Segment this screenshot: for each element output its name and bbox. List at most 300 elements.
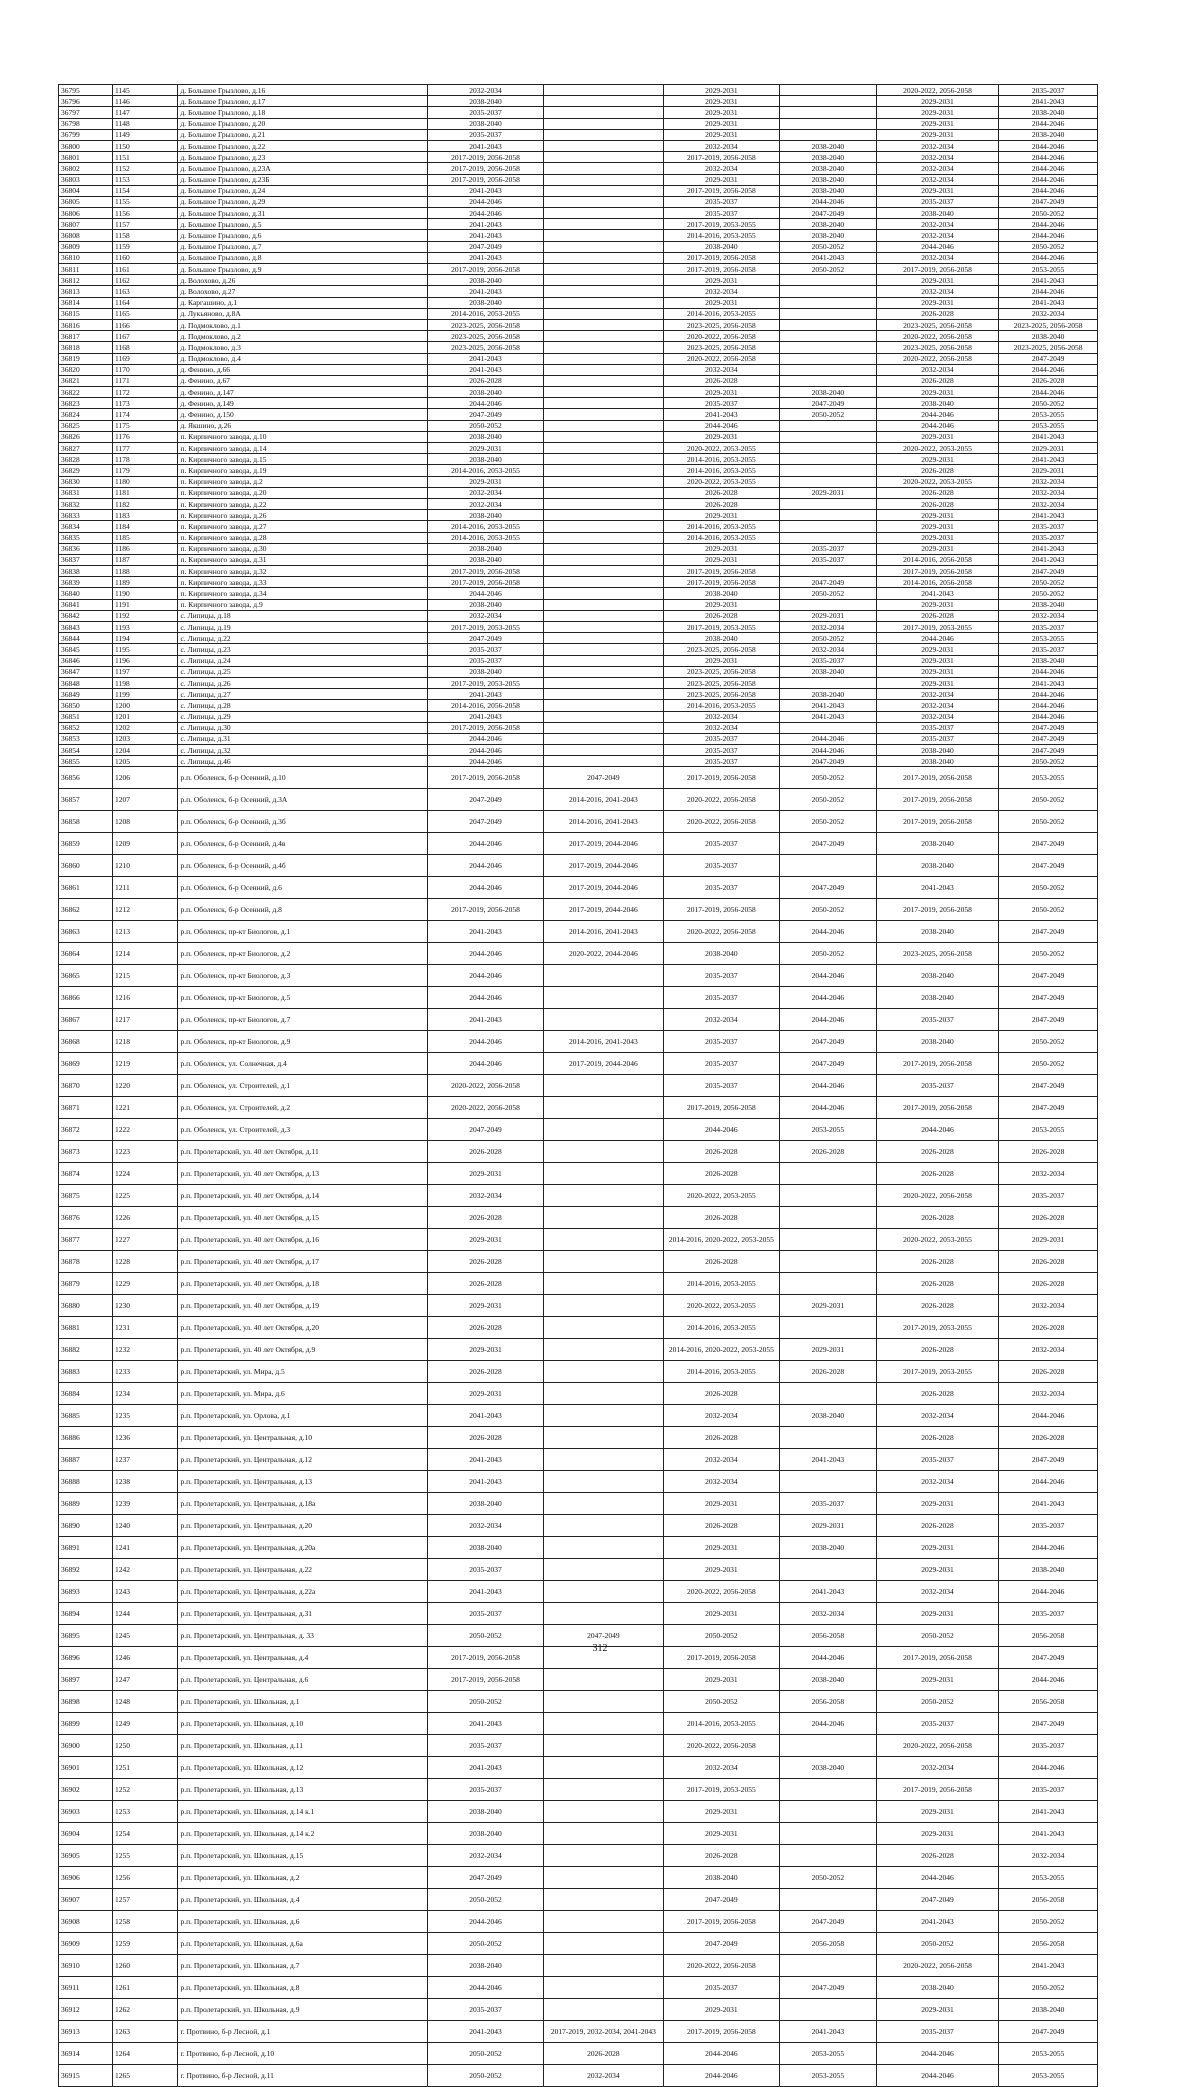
row-id-cell: 36796 [59,96,113,107]
date-col-6-cell: 2050-2052 [999,877,1098,899]
address-cell: р.п. Пролетарский, ул. Центральная, д.18а [178,1493,427,1515]
row-id-cell: 36802 [59,163,113,174]
date-col-4-cell [780,599,877,610]
date-col-2-cell: 2032-2034 [544,2065,663,2087]
table-row [59,877,1098,899]
address-cell: п. Кирпичного завода, д.31 [178,554,427,565]
date-col-2-cell [544,1251,663,1273]
date-col-6-cell: 2041-2043 [999,1801,1098,1823]
date-col-6-cell: 2044-2046 [999,1581,1098,1603]
address-cell: д. Фенино, д.66 [178,364,427,375]
date-col-2-cell [544,1449,663,1471]
address-cell: р.п. Оболенск, пр-кт Биологов, д.9 [178,1031,427,1053]
row-id-cell: 36803 [59,174,113,185]
date-col-4-cell: 2053-2055 [780,2043,877,2065]
date-col-3-cell: 2026-2028 [663,375,779,386]
address-cell: п. Кирпичного завода, д.10 [178,431,427,442]
address-cell: р.п. Пролетарский, ул. Школьная, д.13 [178,1779,427,1801]
date-col-1-cell: 2044-2046 [427,398,543,409]
row-id-cell: 36806 [59,208,113,219]
date-col-4-cell: 2038-2040 [780,230,877,241]
date-col-2-cell [544,521,663,532]
date-col-2-cell [544,633,663,644]
date-col-6-cell: 2029-2031 [999,465,1098,476]
row-id-cell: 36815 [59,308,113,319]
date-col-1-cell: 2017-2019, 2053-2055 [427,677,543,688]
date-col-4-cell: 2050-2052 [780,633,877,644]
date-col-2-cell [544,319,663,330]
address-cell: д. Большое Грызлово, д.20 [178,118,427,129]
date-col-5-cell: 2035-2037 [876,733,999,744]
date-col-2-cell [544,532,663,543]
address-cell: с. Липицы, д.22 [178,633,427,644]
row-id-cell: 36867 [59,1009,113,1031]
date-col-5-cell: 2020-2022, 2053-2055 [876,1229,999,1251]
table-row [59,96,1098,107]
date-col-3-cell: 2014-2016, 2053-2055 [663,230,779,241]
date-col-3-cell: 2044-2046 [663,420,779,431]
item-number-cell: 1209 [113,833,178,855]
table-row [59,722,1098,733]
date-col-4-cell [780,1889,877,1911]
date-col-3-cell: 2038-2040 [663,241,779,252]
date-col-5-cell: 2032-2034 [876,1757,999,1779]
table-row [59,409,1098,420]
date-col-1-cell: 2026-2028 [427,1251,543,1273]
date-col-6-cell: 2047-2049 [999,722,1098,733]
date-col-5-cell: 2029-2031 [876,1559,999,1581]
date-col-6-cell: 2041-2043 [999,554,1098,565]
date-col-6-cell: 2050-2052 [999,756,1098,767]
row-id-cell: 36869 [59,1053,113,1075]
address-cell: д. Волохово, д.26 [178,275,427,286]
date-col-2-cell [544,987,663,1009]
date-col-4-cell: 2050-2052 [780,241,877,252]
row-id-cell: 36801 [59,152,113,163]
date-col-3-cell: 2014-2016, 2053-2055 [663,1317,779,1339]
address-cell: с. Липицы, д.46 [178,756,427,767]
date-col-1-cell: 2041-2043 [427,711,543,722]
date-col-4-cell: 2041-2043 [780,1449,877,1471]
item-number-cell: 1183 [113,510,178,521]
date-col-3-cell: 2017-2019, 2053-2055 [663,622,779,633]
row-id-cell: 36843 [59,622,113,633]
date-col-5-cell: 2029-2031 [876,644,999,655]
table-row [59,1889,1098,1911]
date-col-4-cell: 2029-2031 [780,610,877,621]
date-col-2-cell [544,241,663,252]
date-col-2-cell [544,1361,663,1383]
date-col-6-cell: 2050-2052 [999,577,1098,588]
row-id-cell: 36885 [59,1405,113,1427]
row-id-cell: 36827 [59,443,113,454]
date-col-6-cell: 2053-2055 [999,264,1098,275]
date-col-1-cell: 2044-2046 [427,1977,543,1999]
date-col-2-cell [544,443,663,454]
date-col-3-cell: 2014-2016, 2053-2055 [663,454,779,465]
row-id-cell: 36808 [59,230,113,241]
date-col-2-cell [544,1119,663,1141]
date-col-2-cell: 2047-2049 [544,1625,663,1647]
address-cell: д. Большое Грызлово, д.8 [178,252,427,263]
address-cell: д. Большое Грызлово, д.21 [178,129,427,140]
table-row [59,965,1098,987]
date-col-2-cell [544,297,663,308]
date-col-3-cell: 2023-2025, 2056-2058 [663,644,779,655]
date-col-6-cell: 2026-2028 [999,1273,1098,1295]
address-cell: р.п. Оболенск, пр-кт Биологов, д.3 [178,965,427,987]
date-col-6-cell: 2044-2046 [999,1471,1098,1493]
date-col-1-cell: 2029-2031 [427,443,543,454]
date-col-6-cell: 2047-2049 [999,353,1098,364]
date-col-5-cell: 2029-2031 [876,677,999,688]
date-col-4-cell: 2032-2034 [780,1603,877,1625]
date-col-6-cell: 2053-2055 [999,2065,1098,2087]
date-col-3-cell: 2035-2037 [663,833,779,855]
row-id-cell: 36854 [59,745,113,756]
date-col-2-cell: 2017-2019, 2044-2046 [544,833,663,855]
date-col-6-cell: 2050-2052 [999,208,1098,219]
date-col-3-cell: 2032-2034 [663,1405,779,1427]
table-row [59,644,1098,655]
address-cell: р.п. Оболенск, б-р Осенний, д.4б [178,855,427,877]
date-col-2-cell [544,118,663,129]
date-col-4-cell: 2056-2058 [780,1933,877,1955]
table-row [59,431,1098,442]
date-col-5-cell: 2032-2034 [876,163,999,174]
date-col-6-cell: 2032-2034 [999,1295,1098,1317]
date-col-3-cell: 2017-2019, 2056-2058 [663,899,779,921]
date-col-1-cell: 2017-2019, 2056-2058 [427,163,543,174]
date-col-4-cell: 2026-2028 [780,1141,877,1163]
date-col-4-cell [780,443,877,454]
date-col-2-cell [544,1823,663,1845]
date-col-3-cell: 2047-2049 [663,1889,779,1911]
table-row [59,196,1098,207]
date-col-3-cell: 2023-2025, 2056-2058 [663,342,779,353]
date-col-4-cell [780,319,877,330]
item-number-cell: 1190 [113,588,178,599]
date-col-6-cell: 2038-2040 [999,129,1098,140]
date-col-4-cell: 2044-2046 [780,987,877,1009]
date-col-3-cell: 2038-2040 [663,588,779,599]
item-number-cell: 1233 [113,1361,178,1383]
address-cell: р.п. Оболенск, ул. Строителей, д.1 [178,1075,427,1097]
date-col-4-cell: 2056-2058 [780,1691,877,1713]
date-col-2-cell [544,543,663,554]
date-col-5-cell: 2029-2031 [876,666,999,677]
date-col-3-cell: 2026-2028 [663,1845,779,1867]
date-col-6-cell: 2041-2043 [999,297,1098,308]
date-col-2-cell [544,1977,663,1999]
row-id-cell: 36857 [59,789,113,811]
date-col-6-cell: 2053-2055 [999,2043,1098,2065]
date-col-2-cell [544,353,663,364]
item-number-cell: 1153 [113,174,178,185]
row-id-cell: 36844 [59,633,113,644]
date-col-5-cell: 2032-2034 [876,700,999,711]
date-col-3-cell: 2035-2037 [663,733,779,744]
table-row [59,498,1098,509]
table-row [59,588,1098,599]
row-id-cell: 36795 [59,85,113,96]
item-number-cell: 1216 [113,987,178,1009]
date-col-4-cell: 2041-2043 [780,252,877,263]
date-col-5-cell: 2041-2043 [876,588,999,599]
row-id-cell: 36840 [59,588,113,599]
table-row [59,1603,1098,1625]
date-col-3-cell: 2035-2037 [663,877,779,899]
date-col-4-cell [780,722,877,733]
date-col-6-cell: 2035-2037 [999,1779,1098,1801]
date-col-2-cell [544,465,663,476]
address-cell: с. Липицы, д.24 [178,655,427,666]
date-col-4-cell [780,342,877,353]
row-id-cell: 36894 [59,1603,113,1625]
table-row [59,510,1098,521]
row-id-cell: 36819 [59,353,113,364]
date-col-1-cell: 2017-2019, 2056-2058 [427,152,543,163]
date-col-1-cell: 2041-2043 [427,364,543,375]
date-col-4-cell: 2041-2043 [780,2021,877,2043]
row-id-cell: 36811 [59,264,113,275]
item-number-cell: 1196 [113,655,178,666]
date-col-1-cell: 2029-2031 [427,1163,543,1185]
row-id-cell: 36886 [59,1427,113,1449]
date-col-5-cell: 2038-2040 [876,1031,999,1053]
date-col-4-cell [780,1163,877,1185]
row-id-cell: 36851 [59,711,113,722]
table-row [59,264,1098,275]
date-col-4-cell [780,476,877,487]
row-id-cell: 36809 [59,241,113,252]
date-col-1-cell: 2035-2037 [427,1559,543,1581]
address-cell: р.п. Пролетарский, ул. 40 лет Октября, д.9 [178,1339,427,1361]
date-col-4-cell: 2038-2040 [780,152,877,163]
row-id-cell: 36870 [59,1075,113,1097]
date-col-6-cell: 2053-2055 [999,767,1098,789]
table-row [59,622,1098,633]
item-number-cell: 1207 [113,789,178,811]
date-col-1-cell: 2026-2028 [427,1361,543,1383]
item-number-cell: 1213 [113,921,178,943]
date-col-2-cell [544,230,663,241]
date-col-4-cell [780,375,877,386]
date-col-6-cell: 2044-2046 [999,118,1098,129]
date-col-1-cell: 2014-2016, 2053-2055 [427,308,543,319]
table-row [59,1669,1098,1691]
date-col-6-cell: 2047-2049 [999,855,1098,877]
address-cell: р.п. Пролетарский, ул. Школьная, д.11 [178,1735,427,1757]
date-col-6-cell: 2035-2037 [999,521,1098,532]
table-row [59,1471,1098,1493]
row-id-cell: 36899 [59,1713,113,1735]
date-col-1-cell: 2050-2052 [427,1889,543,1911]
item-number-cell: 1174 [113,409,178,420]
date-col-5-cell: 2029-2031 [876,1603,999,1625]
date-col-2-cell [544,364,663,375]
date-col-1-cell: 2044-2046 [427,745,543,756]
date-col-3-cell: 2029-2031 [663,431,779,442]
date-col-1-cell: 2044-2046 [427,756,543,767]
date-col-6-cell: 2047-2049 [999,921,1098,943]
date-col-1-cell: 2017-2019, 2056-2058 [427,722,543,733]
address-cell: г. Протвино, б-р Лесной, д.1 [178,2021,427,2043]
date-col-6-cell: 2032-2034 [999,1163,1098,1185]
row-id-cell: 36830 [59,476,113,487]
date-col-5-cell: 2029-2031 [876,1537,999,1559]
page-number: 312 [592,1643,608,1654]
item-number-cell: 1161 [113,264,178,275]
row-id-cell: 36800 [59,140,113,151]
date-col-2-cell [544,1713,663,1735]
row-id-cell: 36842 [59,610,113,621]
date-col-5-cell: 2029-2031 [876,431,999,442]
row-id-cell: 36848 [59,677,113,688]
date-col-2-cell [544,1889,663,1911]
item-number-cell: 1202 [113,722,178,733]
address-cell: р.п. Оболенск, пр-кт Биологов, д.1 [178,921,427,943]
date-col-3-cell: 2026-2028 [663,610,779,621]
date-col-6-cell: 2050-2052 [999,943,1098,965]
row-id-cell: 36879 [59,1273,113,1295]
table-row [59,1581,1098,1603]
address-cell: р.п. Пролетарский, ул. 40 лет Октября, д.18 [178,1273,427,1295]
item-number-cell: 1203 [113,733,178,744]
date-col-5-cell: 2017-2019, 2056-2058 [876,811,999,833]
date-col-6-cell: 2026-2028 [999,1141,1098,1163]
date-col-6-cell: 2038-2040 [999,107,1098,118]
table-row [59,666,1098,677]
date-col-2-cell [544,476,663,487]
table-row [59,532,1098,543]
date-col-6-cell: 2026-2028 [999,1361,1098,1383]
date-col-1-cell: 2041-2043 [427,1009,543,1031]
date-col-4-cell [780,1383,877,1405]
date-col-2-cell [544,1207,663,1229]
date-col-1-cell: 2035-2037 [427,1779,543,1801]
table-row [59,1955,1098,1977]
date-col-2-cell [544,566,663,577]
date-col-5-cell: 2038-2040 [876,208,999,219]
table-row [59,711,1098,722]
date-col-1-cell: 2038-2040 [427,387,543,398]
date-col-1-cell: 2038-2040 [427,1955,543,1977]
date-col-3-cell: 2035-2037 [663,1031,779,1053]
address-cell: п. Кирпичного завода, д.22 [178,498,427,509]
address-cell: д. Фенино, д.67 [178,375,427,386]
address-cell: с. Липицы, д.28 [178,700,427,711]
date-col-6-cell: 2035-2037 [999,85,1098,96]
row-id-cell: 36882 [59,1339,113,1361]
item-number-cell: 1195 [113,644,178,655]
item-number-cell: 1219 [113,1053,178,1075]
address-cell: р.п. Оболенск, ул. Строителей, д.2 [178,1097,427,1119]
date-col-5-cell: 2029-2031 [876,655,999,666]
date-col-6-cell: 2050-2052 [999,588,1098,599]
date-col-5-cell: 2029-2031 [876,1493,999,1515]
date-col-1-cell: 2038-2040 [427,599,543,610]
item-number-cell: 1152 [113,163,178,174]
date-col-3-cell: 2038-2040 [663,633,779,644]
address-cell: д. Подмоклово, д.4 [178,353,427,364]
table-row [59,1251,1098,1273]
date-col-6-cell: 2047-2049 [999,745,1098,756]
date-col-6-cell: 2026-2028 [999,1207,1098,1229]
item-number-cell: 1182 [113,498,178,509]
table-row [59,1339,1098,1361]
item-number-cell: 1154 [113,185,178,196]
date-col-1-cell: 2029-2031 [427,1295,543,1317]
date-col-2-cell [544,1757,663,1779]
item-number-cell: 1238 [113,1471,178,1493]
date-col-6-cell: 2047-2049 [999,1097,1098,1119]
row-id-cell: 36821 [59,375,113,386]
row-id-cell: 36868 [59,1031,113,1053]
date-col-6-cell: 2047-2049 [999,987,1098,1009]
table-row [59,1493,1098,1515]
item-number-cell: 1197 [113,666,178,677]
date-col-6-cell: 2035-2037 [999,532,1098,543]
date-col-4-cell: 2044-2046 [780,1097,877,1119]
item-number-cell: 1184 [113,521,178,532]
date-col-5-cell: 2017-2019, 2053-2055 [876,1317,999,1339]
date-col-4-cell [780,1185,877,1207]
date-col-4-cell: 2029-2031 [780,1295,877,1317]
row-id-cell: 36890 [59,1515,113,1537]
address-cell: п. Кирпичного завода, д.34 [178,588,427,599]
date-col-2-cell [544,554,663,565]
date-col-6-cell: 2038-2040 [999,331,1098,342]
date-col-3-cell: 2029-2031 [663,599,779,610]
date-col-4-cell: 2044-2046 [780,733,877,744]
item-number-cell: 1188 [113,566,178,577]
date-col-6-cell: 2038-2040 [999,599,1098,610]
date-col-4-cell: 2038-2040 [780,666,877,677]
item-number-cell: 1240 [113,1515,178,1537]
date-col-5-cell: 2029-2031 [876,118,999,129]
table-row [59,1009,1098,1031]
row-id-cell: 36914 [59,2043,113,2065]
date-col-6-cell: 2044-2046 [999,163,1098,174]
row-id-cell: 36822 [59,387,113,398]
address-cell: р.п. Пролетарский, ул. Центральная, д.12 [178,1449,427,1471]
date-col-5-cell: 2044-2046 [876,241,999,252]
date-col-3-cell: 2026-2028 [663,1383,779,1405]
row-id-cell: 36814 [59,297,113,308]
date-col-2-cell [544,1339,663,1361]
table-row [59,319,1098,330]
date-col-6-cell: 2047-2049 [999,1647,1098,1669]
date-col-4-cell: 2035-2037 [780,543,877,554]
date-col-6-cell: 2044-2046 [999,387,1098,398]
address-cell: с. Липицы, д.18 [178,610,427,621]
date-col-3-cell: 2035-2037 [663,1977,779,1999]
date-col-1-cell: 2044-2046 [427,208,543,219]
date-col-2-cell [544,342,663,353]
date-col-5-cell: 2032-2034 [876,689,999,700]
row-id-cell: 36900 [59,1735,113,1757]
table-row [59,1977,1098,1999]
table-row [59,2065,1098,2087]
date-col-4-cell: 2050-2052 [780,264,877,275]
date-col-2-cell [544,1295,663,1317]
date-col-5-cell: 2038-2040 [876,756,999,767]
table-row [59,398,1098,409]
row-id-cell: 36835 [59,532,113,543]
date-col-3-cell: 2017-2019, 2056-2058 [663,1097,779,1119]
date-col-4-cell: 2041-2043 [780,1581,877,1603]
